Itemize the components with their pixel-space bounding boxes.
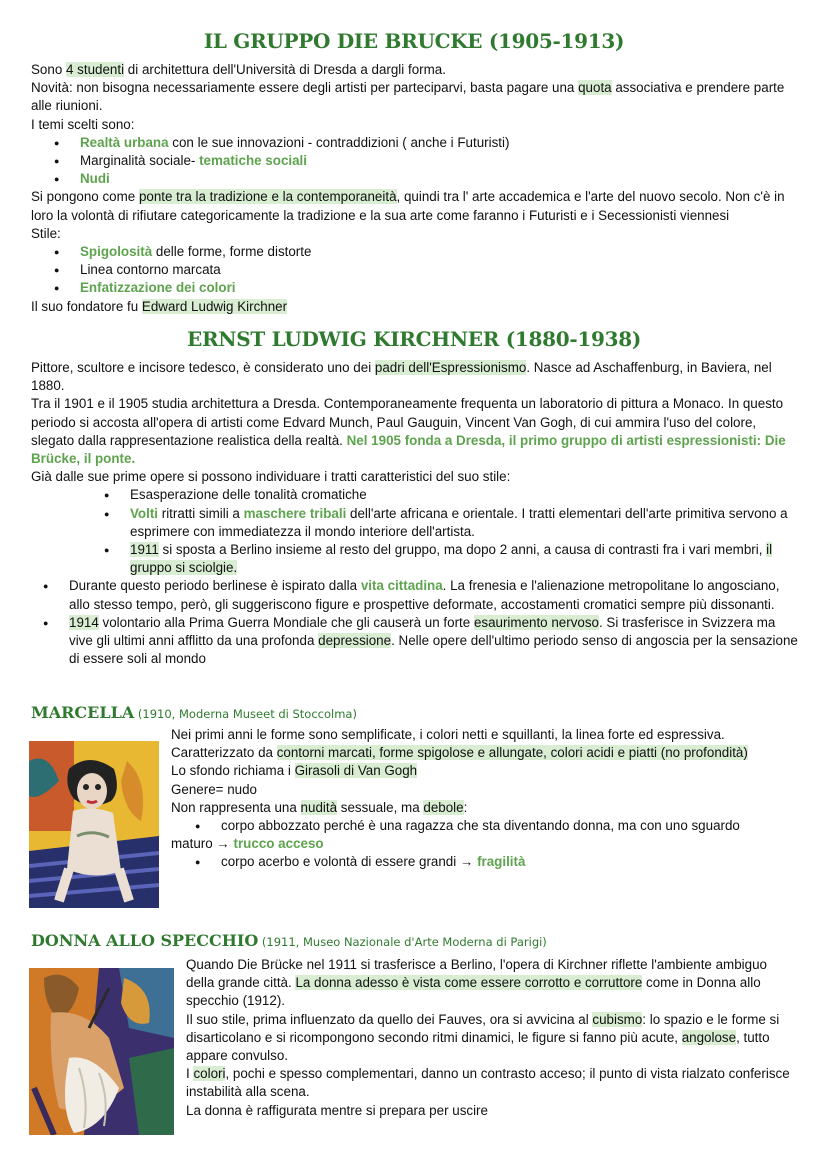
kirchner-style-list	[130, 486, 800, 577]
paragraph: I colori, pochi e spesso complementari, danno un contrasto acceso; il punto di vista rialzato conferisce instabilità alla scena.	[186, 1066, 790, 1100]
list-item: ● Esasperazione delle tonalità cromatiche	[130, 486, 800, 504]
paragraph: La donna è raffigurata mentre si prepara per uscire	[186, 1102, 488, 1118]
paragraph: Il suo fondatore fu Edward Ludwig Kirchner	[31, 298, 288, 314]
paragraph: Genere= nudo	[171, 781, 257, 797]
style-list	[80, 243, 801, 298]
kirchner-body	[31, 359, 801, 668]
paragraph: Già dalle sue prime opere si possono individuare i tratti caratteristici del suo stile:	[31, 469, 511, 485]
donna-allo-specchio-painting	[29, 968, 174, 1135]
list-item: ● Nudi	[80, 170, 801, 188]
list-item: ● corpo acerbo e volontà di essere grandi → fragilità	[221, 853, 801, 871]
kirchner-life-list	[69, 577, 801, 668]
marcella-body	[171, 726, 801, 872]
list-item: ● Realtà urbana con le sue innovazioni - contraddizioni ( anche i Futuristi)	[80, 134, 801, 152]
marcella-list	[221, 817, 801, 835]
paragraph: Non rappresenta una nudità sessuale, ma debole:	[171, 799, 468, 815]
marcella-painting	[29, 741, 159, 908]
paragraph: Pittore, scultore e incisore tedesco, è considerato uno dei padri dell'Espressionismo. Nasce ad Aschaffenburg, in Baviera, nel 1880.	[31, 360, 772, 394]
die-brucke-body	[31, 61, 801, 316]
section-title-die-brucke: IL GRUPPO DIE BRUCKE (1905-1913)	[203, 29, 625, 53]
paragraph: Lo sfondo richiama i Girasoli di Van Gogh	[171, 763, 418, 779]
paragraph: Novità: non bisogna necessariamente essere degli artisti per parteciparvi, basta pagare una quota associativa e prendere parte alle riunioni.	[31, 80, 785, 114]
section-title-marcella: MARCELLA (1910, Moderna Museet di Stoccolma)	[31, 703, 357, 722]
list-item: ● Enfatizzazione dei colori	[80, 279, 801, 297]
list-item: ● 1911 si sposta a Berlino insieme al resto del gruppo, ma dopo 2 anni, a causa di contrasti fra i vari membri, il gruppo si sciolgie.	[130, 541, 800, 577]
list-item: ● corpo abbozzato perché è una ragazza che sta diventando donna, ma con uno sguardo	[221, 817, 801, 835]
paragraph: Si pongono come ponte tra la tradizione e la contemporaneità, quindi tra l' arte accademica e l'arte del nuovo secolo. Non c'è in loro la volontà di rifiutare categoricamente la tradizione e la sua arte come faranno i Futuristi e i Secessionisti viennesi	[31, 189, 785, 223]
paragraph: Il suo stile, prima influenzato da quello dei Fauves, ora si avvicina al cubismo: lo spazio e le forme si disarticolano e si ricompongono secondo ritmi dinamici, le figure si fanno più acute, angolose, tutto appare convulso.	[186, 1011, 780, 1064]
paragraph: Sono 4 studenti di architettura dell'Università di Dresda a dargli forma.	[31, 62, 446, 77]
section-title-kirchner: ERNST LUDWIG KIRCHNER (1880-1938)	[187, 327, 641, 351]
paragraph: Quando Die Brücke nel 1911 si trasferisce a Berlino, l'opera di Kirchner riflette l'ambiente ambiguo della grande città. La donna adesso è vista come essere corrotto e corruttore come in Donna allo specchio (1912).	[186, 957, 767, 1009]
marcella-list-2	[221, 853, 801, 871]
paragraph: Stile:	[31, 225, 61, 241]
themes-list	[80, 134, 801, 189]
list-item: ● Spigolosità delle forme, forme distorte	[80, 243, 801, 261]
list-item: ● Volti ritratti simili a maschere tribali dell'arte africana e orientale. I tratti elementari dell'arte primitiva servono a esprimere con immediatezza il mondo interiore dell'artista.	[130, 505, 800, 541]
list-item: ● 1914 volontario alla Prima Guerra Mondiale che gli causerà un forte esaurimento nervoso. Si trasferisce in Svizzera ma vive gli ultimi anni afflitto da una profonda depressione. Nelle opere dell'ultimo periodo senso di angoscia per la sensazione di essere soli al mondo	[69, 614, 801, 669]
paragraph: Caratterizzato da contorni marcati, forme spigolose e allungate, colori acidi e piatti (no profondità)	[171, 745, 748, 761]
list-item: ● Durante questo periodo berlinese è ispirato dalla vita cittadina. La frenesia e l'alienazione metropolitane lo angosciano, allo stesso tempo, però, gli suggeriscono figure e prospettive deformate, accostamenti cromatici sempre più dissonanti.	[69, 577, 801, 613]
section-title-donna-allo-specchio: DONNA ALLO SPECCHIO (1911, Museo Nazionale d'Arte Moderna di Parigi)	[31, 931, 547, 950]
paragraph: maturo → trucco acceso	[171, 836, 324, 852]
paragraph: Nei primi anni le forme sono semplificate, i colori netti e squillanti, la linea forte ed espressiva.	[171, 727, 725, 742]
paragraph: Tra il 1901 e il 1905 studia architettura a Dresda. Contemporaneamente frequenta un laboratorio di pittura a Monaco. In questo periodo si accosta all'opera di artisti come Edvard Munch, Paul Gauguin, Vincent Van Gogh, di cui ammira l'uso del colore, slegato dalla rappresentazione realistica della realtà. Nel 1905 fonda a Dresda, il primo gruppo di artisti espressionisti: Die Brücke, il ponte.	[31, 396, 786, 467]
list-item: ● Marginalità sociale- tematiche sociali	[80, 152, 801, 170]
paragraph: I temi scelti sono:	[31, 116, 135, 132]
list-item: ● Linea contorno marcata	[80, 261, 801, 279]
donna-body	[186, 956, 798, 1120]
